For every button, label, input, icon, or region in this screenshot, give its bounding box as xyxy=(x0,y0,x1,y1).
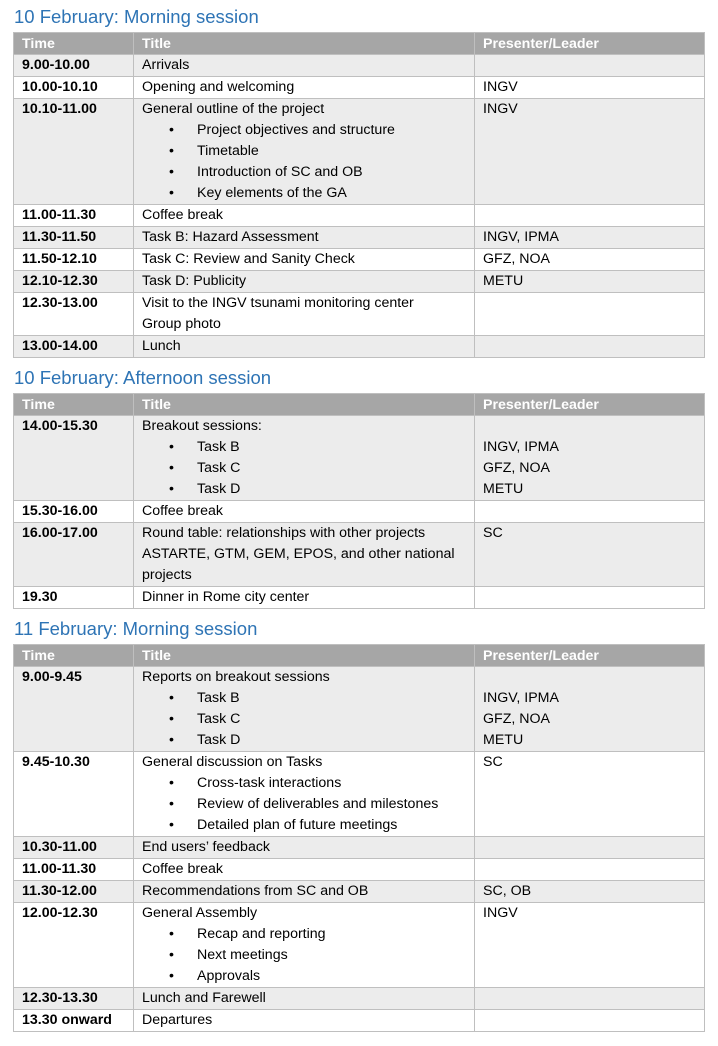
presenter-cell xyxy=(475,881,705,903)
bullet-text: Review of deliverables and milestones xyxy=(197,796,439,812)
bullet-list xyxy=(142,924,466,987)
table-row xyxy=(14,501,705,523)
table-row xyxy=(14,667,705,752)
title-line: Task B: Hazard Assessment xyxy=(142,229,319,245)
table-row xyxy=(14,99,705,205)
presenter-cell xyxy=(475,99,705,205)
title-cell xyxy=(134,881,475,903)
presenter-cell xyxy=(475,336,705,358)
title-line: General outline of the project xyxy=(142,101,325,117)
header-presenter: Presenter/Leader xyxy=(475,33,705,55)
time-cell: 15.30-16.00 xyxy=(14,501,134,523)
presenter-cell xyxy=(475,293,705,336)
presenter-cell xyxy=(475,77,705,99)
time-cell: 9.00-9.45 xyxy=(14,667,134,752)
bullet-icon: • xyxy=(169,122,174,138)
bullet-text: Key elements of the GA xyxy=(197,185,347,201)
table-body xyxy=(14,667,705,1032)
title-line: projects xyxy=(142,567,192,583)
table-row xyxy=(14,55,705,77)
title-line: Visit to the INGV tsunami monitoring center xyxy=(142,295,414,311)
title-line: Dinner in Rome city center xyxy=(142,589,310,605)
bullet-item xyxy=(169,773,466,794)
presenter-cell xyxy=(475,249,705,271)
time-cell: 9.45-10.30 xyxy=(14,752,134,837)
presenter-cell xyxy=(475,271,705,293)
bullet-icon: • xyxy=(169,439,174,455)
section-heading: 10 February: Afternoon session xyxy=(14,367,272,388)
section-heading: 10 February: Morning session xyxy=(14,6,259,27)
time-cell: 12.30-13.30 xyxy=(14,988,134,1010)
header-presenter: Presenter/Leader xyxy=(475,394,705,416)
presenter-cell xyxy=(475,416,705,501)
bullet-text: Approvals xyxy=(197,968,261,984)
presenter-line: INGV, IPMA xyxy=(483,439,559,455)
bullet-icon: • xyxy=(169,968,174,984)
title-cell xyxy=(134,336,475,358)
presenter-cell xyxy=(475,227,705,249)
bullet-icon: • xyxy=(169,947,174,963)
bullet-icon: • xyxy=(169,481,174,497)
title-cell xyxy=(134,293,475,336)
time-cell: 12.30-13.00 xyxy=(14,293,134,336)
bullet-item xyxy=(169,120,466,141)
bullet-item xyxy=(169,966,466,987)
bullet-item xyxy=(169,479,466,500)
table-row xyxy=(14,523,705,587)
presenter-line xyxy=(483,667,696,688)
agenda-table xyxy=(13,32,705,358)
header-row xyxy=(14,33,705,55)
presenter-line: SC xyxy=(483,525,503,541)
presenter-cell xyxy=(475,501,705,523)
title-line: Recommendations from SC and OB xyxy=(142,883,369,899)
table-row xyxy=(14,336,705,358)
header-row xyxy=(14,394,705,416)
bullet-item xyxy=(169,730,466,751)
presenter-line: SC, OB xyxy=(483,883,532,899)
title-cell xyxy=(134,903,475,988)
bullet-text: Task B xyxy=(197,439,240,455)
presenter-line: GFZ, NOA xyxy=(483,711,550,727)
bullet-text: Task C xyxy=(197,711,241,727)
presenter-line xyxy=(483,416,696,437)
time-cell: 11.30-12.00 xyxy=(14,881,134,903)
bullet-text: Task B xyxy=(197,690,240,706)
presenter-line: INGV xyxy=(483,905,518,921)
title-cell xyxy=(134,837,475,859)
presenter-cell xyxy=(475,903,705,988)
bullet-list xyxy=(142,773,466,836)
table-row xyxy=(14,1010,705,1032)
bullet-text: Cross-task interactions xyxy=(197,775,342,791)
title-cell xyxy=(134,523,475,587)
bullet-item xyxy=(169,141,466,162)
time-cell: 10.10-11.00 xyxy=(14,99,134,205)
presenter-line: INGV, IPMA xyxy=(483,690,559,706)
sections-container xyxy=(0,6,718,1032)
title-line: End users’ feedback xyxy=(142,839,271,855)
bullet-item xyxy=(169,945,466,966)
header-row xyxy=(14,645,705,667)
title-cell xyxy=(134,205,475,227)
bullet-text: Task D xyxy=(197,481,241,497)
table-row xyxy=(14,881,705,903)
bullet-icon: • xyxy=(169,775,174,791)
title-line: Lunch xyxy=(142,338,181,354)
time-cell: 14.00-15.30 xyxy=(14,416,134,501)
bullet-icon: • xyxy=(169,732,174,748)
presenter-line: GFZ, NOA xyxy=(483,460,550,476)
bullet-icon: • xyxy=(169,143,174,159)
presenter-line: METU xyxy=(483,481,524,497)
table-row xyxy=(14,587,705,609)
header-time: Time xyxy=(14,394,134,416)
title-line: Reports on breakout sessions xyxy=(142,669,330,685)
presenter-cell xyxy=(475,1010,705,1032)
agenda-table xyxy=(13,393,705,609)
title-cell xyxy=(134,988,475,1010)
table-row xyxy=(14,416,705,501)
presenter-cell xyxy=(475,55,705,77)
table-row xyxy=(14,859,705,881)
title-line: Arrivals xyxy=(142,57,190,73)
bullet-text: Task D xyxy=(197,732,241,748)
presenter-line: METU xyxy=(483,273,524,289)
title-line: Task C: Review and Sanity Check xyxy=(142,251,355,267)
presenter-cell xyxy=(475,523,705,587)
agenda-table xyxy=(13,644,705,1032)
header-presenter: Presenter/Leader xyxy=(475,645,705,667)
title-cell xyxy=(134,859,475,881)
title-line: Task D: Publicity xyxy=(142,273,247,289)
header-title: Title xyxy=(134,394,475,416)
title-cell xyxy=(134,227,475,249)
title-line: Round table: relationships with other projects xyxy=(142,525,426,541)
header-time: Time xyxy=(14,645,134,667)
section-heading: 11 February: Morning session xyxy=(14,618,258,639)
title-line: Breakout sessions: xyxy=(142,418,262,434)
title-line: Group photo xyxy=(142,316,221,332)
bullet-item xyxy=(169,794,466,815)
presenter-line: INGV xyxy=(483,101,518,117)
bullet-list xyxy=(142,688,466,751)
bullet-icon: • xyxy=(169,817,174,833)
presenter-cell xyxy=(475,837,705,859)
title-cell xyxy=(134,752,475,837)
presenter-cell xyxy=(475,988,705,1010)
time-cell: 13.30 onward xyxy=(14,1010,134,1032)
table-row xyxy=(14,293,705,336)
title-cell xyxy=(134,271,475,293)
presenter-cell xyxy=(475,859,705,881)
bullet-item xyxy=(169,688,466,709)
bullet-icon: • xyxy=(169,460,174,476)
bullet-icon: • xyxy=(169,711,174,727)
table-header xyxy=(14,645,705,667)
header-time: Time xyxy=(14,33,134,55)
table-row xyxy=(14,227,705,249)
presenter-line: GFZ, NOA xyxy=(483,251,550,267)
presenter-cell xyxy=(475,752,705,837)
bullet-icon: • xyxy=(169,926,174,942)
time-cell: 11.50-12.10 xyxy=(14,249,134,271)
presenter-line: METU xyxy=(483,732,524,748)
header-title: Title xyxy=(134,645,475,667)
title-cell xyxy=(134,77,475,99)
title-line: General discussion on Tasks xyxy=(142,754,323,770)
bullet-list xyxy=(142,120,466,204)
presenter-line: INGV xyxy=(483,79,518,95)
table-row xyxy=(14,752,705,837)
time-cell: 9.00-10.00 xyxy=(14,55,134,77)
title-cell xyxy=(134,667,475,752)
presenter-line: SC xyxy=(483,754,503,770)
time-cell: 12.10-12.30 xyxy=(14,271,134,293)
table-body xyxy=(14,416,705,609)
time-cell: 19.30 xyxy=(14,587,134,609)
bullet-item xyxy=(169,924,466,945)
table-header xyxy=(14,33,705,55)
time-cell: 12.00-12.30 xyxy=(14,903,134,988)
time-cell: 16.00-17.00 xyxy=(14,523,134,587)
title-line: Departures xyxy=(142,1012,213,1028)
bullet-item xyxy=(169,815,466,836)
header-title: Title xyxy=(134,33,475,55)
title-cell xyxy=(134,1010,475,1032)
bullet-item xyxy=(169,458,466,479)
table-row xyxy=(14,837,705,859)
time-cell: 11.30-11.50 xyxy=(14,227,134,249)
bullet-item xyxy=(169,709,466,730)
bullet-text: Project objectives and structure xyxy=(197,122,395,138)
bullet-text: Recap and reporting xyxy=(197,926,326,942)
table-body xyxy=(14,55,705,358)
table-header xyxy=(14,394,705,416)
title-cell xyxy=(134,501,475,523)
bullet-text: Timetable xyxy=(197,143,259,159)
title-line: ASTARTE, GTM, GEM, EPOS, and other national xyxy=(142,546,455,562)
time-cell: 11.00-11.30 xyxy=(14,859,134,881)
time-cell: 10.30-11.00 xyxy=(14,837,134,859)
bullet-icon: • xyxy=(169,796,174,812)
bullet-list xyxy=(142,437,466,500)
presenter-line: INGV, IPMA xyxy=(483,229,559,245)
time-cell: 11.00-11.30 xyxy=(14,205,134,227)
title-cell xyxy=(134,416,475,501)
title-line: Coffee break xyxy=(142,207,223,223)
table-row xyxy=(14,205,705,227)
presenter-cell xyxy=(475,667,705,752)
title-cell xyxy=(134,99,475,205)
bullet-item xyxy=(169,162,466,183)
title-line: Lunch and Farewell xyxy=(142,990,266,1006)
bullet-text: Task C xyxy=(197,460,241,476)
bullet-icon: • xyxy=(169,690,174,706)
title-cell xyxy=(134,587,475,609)
presenter-cell xyxy=(475,587,705,609)
title-line: General Assembly xyxy=(142,905,258,921)
bullet-text: Introduction of SC and OB xyxy=(197,164,363,180)
time-cell: 13.00-14.00 xyxy=(14,336,134,358)
title-cell xyxy=(134,55,475,77)
bullet-item xyxy=(169,183,466,204)
bullet-icon: • xyxy=(169,164,174,180)
presenter-cell xyxy=(475,205,705,227)
table-row xyxy=(14,903,705,988)
title-line: Opening and welcoming xyxy=(142,79,295,95)
table-row xyxy=(14,271,705,293)
bullet-item xyxy=(169,437,466,458)
title-line: Coffee break xyxy=(142,861,223,877)
time-cell: 10.00-10.10 xyxy=(14,77,134,99)
table-row xyxy=(14,249,705,271)
title-line: Coffee break xyxy=(142,503,223,519)
title-cell xyxy=(134,249,475,271)
bullet-icon: • xyxy=(169,185,174,201)
table-row xyxy=(14,77,705,99)
bullet-text: Next meetings xyxy=(197,947,288,963)
bullet-text: Detailed plan of future meetings xyxy=(197,817,398,833)
table-row xyxy=(14,988,705,1010)
